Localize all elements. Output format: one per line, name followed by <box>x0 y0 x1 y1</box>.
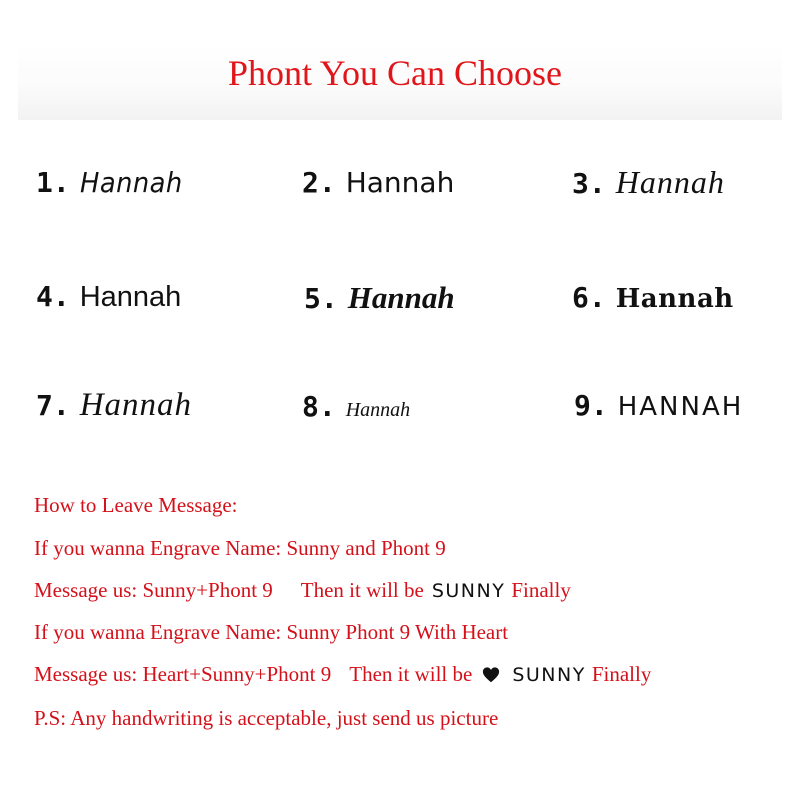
engraving-preview: SUNNY <box>431 580 506 602</box>
font-number: 9. <box>574 389 608 422</box>
instructions-heading: How to Leave Message: <box>34 493 238 517</box>
font-sample: HANNAH <box>617 392 744 422</box>
font-option-1 <box>36 166 191 199</box>
font-sample: Hannah <box>615 284 734 314</box>
font-sample: Hannah <box>347 280 455 315</box>
font-option-8 <box>302 390 410 423</box>
font-option-7 <box>36 387 192 424</box>
result-suffix: Finally <box>591 662 652 686</box>
instruction-line-4 <box>34 662 651 687</box>
result-label: Then it will be <box>349 662 473 686</box>
font-option-6 <box>572 281 734 314</box>
font-sample: Hannah <box>79 387 193 423</box>
instruction-line-2 <box>34 578 571 603</box>
font-option-5 <box>304 280 455 316</box>
font-number: 6. <box>572 281 606 314</box>
font-number: 1. <box>36 166 70 199</box>
font-sample: Hannah <box>345 166 455 199</box>
ps-note: P.S: Any handwriting is acceptable, just send us picture <box>34 706 499 730</box>
result-suffix: Finally <box>511 578 571 602</box>
page-title: Phont You Can Choose <box>227 53 563 93</box>
font-option-2 <box>302 166 454 199</box>
font-number: 3. <box>572 167 606 200</box>
font-number: 4. <box>36 280 70 313</box>
message-example: Message us: Sunny+Phont 9 <box>34 578 273 602</box>
font-sample: Hannah <box>615 164 725 200</box>
instruction-line-3: If you wanna Engrave Name: Sunny Phont 9 With Heart <box>34 620 509 644</box>
message-example: Message us: Heart+Sunny+Phont 9 <box>34 662 332 686</box>
font-number: 5. <box>304 282 338 315</box>
font-option-4 <box>36 280 181 314</box>
instruction-line-1: If you wanna Engrave Name: Sunny and Phont 9 <box>34 536 446 560</box>
result-label: Then it will be <box>300 578 424 602</box>
heart-icon <box>482 665 500 683</box>
font-number: 8. <box>302 390 336 423</box>
engraving-preview: SUNNY <box>512 664 586 686</box>
font-number: 7. <box>36 389 70 422</box>
font-option-3 <box>572 164 725 201</box>
font-sample: Hannah <box>79 281 182 313</box>
font-option-9 <box>574 389 743 422</box>
font-sample: Hannah <box>79 166 183 199</box>
font-sample: Hannah <box>345 399 411 421</box>
font-number: 2. <box>302 166 336 199</box>
